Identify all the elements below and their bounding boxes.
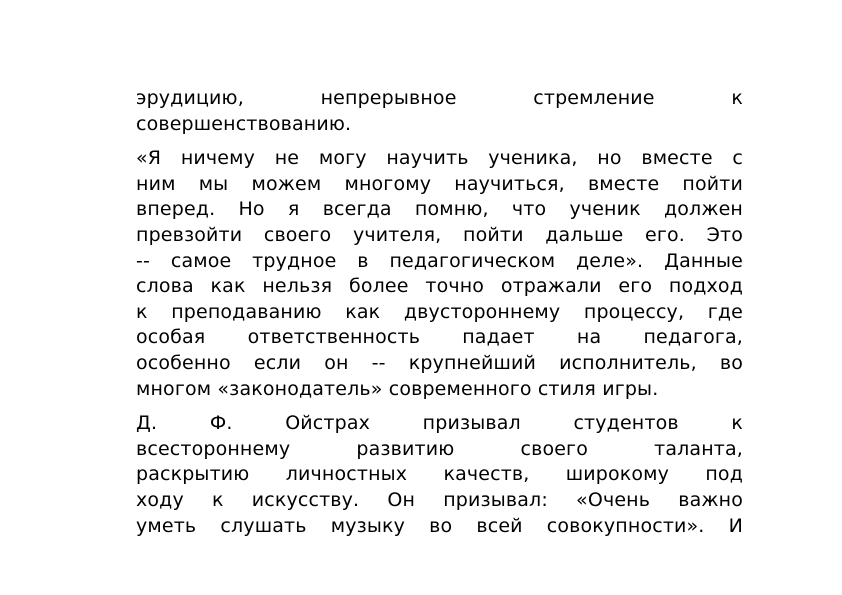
- paragraph-2: [136, 146, 743, 402]
- text-line: слова как нельзя более точно отражали его подход: [136, 275, 743, 298]
- paragraph-1: [136, 86, 743, 137]
- paragraph-3: [136, 411, 743, 539]
- text-line: всестороннему развитию своего таланта,: [136, 437, 743, 460]
- text-line: ходу к искусству. Он призывал: «Очень важно: [136, 488, 743, 511]
- text-line: особая ответственность падает на педагога,: [136, 326, 743, 349]
- text-line: вперед. Но я всегда помню, что ученик должен: [136, 198, 743, 221]
- text-line: раскрытию личностных качеств, широкому под: [136, 463, 743, 486]
- text-line: эрудицию, непрерывное стремление к: [136, 87, 743, 109]
- text-line: совершенствованию.: [136, 112, 352, 135]
- text-line: особенно если он -- крупнейший исполнитель, во: [136, 351, 743, 374]
- text-line: многом «законодатель» современного стиля игры.: [136, 377, 659, 400]
- text-line: к преподаванию как двустороннему процессу, где: [136, 300, 743, 323]
- text-line: Д. Ф. Ойстрах призывал студентов к: [136, 412, 743, 435]
- text-line: -- самое трудное в педагогическом деле». Данные: [136, 249, 743, 272]
- body-text: [136, 86, 743, 548]
- text-line: превзойти своего учителя, пойти дальше его. Это: [136, 223, 743, 246]
- text-line: уметь слушать музыку во всей совокупности». И: [136, 514, 743, 537]
- text-line: ним мы можем многому научиться, вместе пойти: [136, 172, 743, 195]
- text-line: «Я ничему не могу научить ученика, но вместе с: [136, 147, 743, 170]
